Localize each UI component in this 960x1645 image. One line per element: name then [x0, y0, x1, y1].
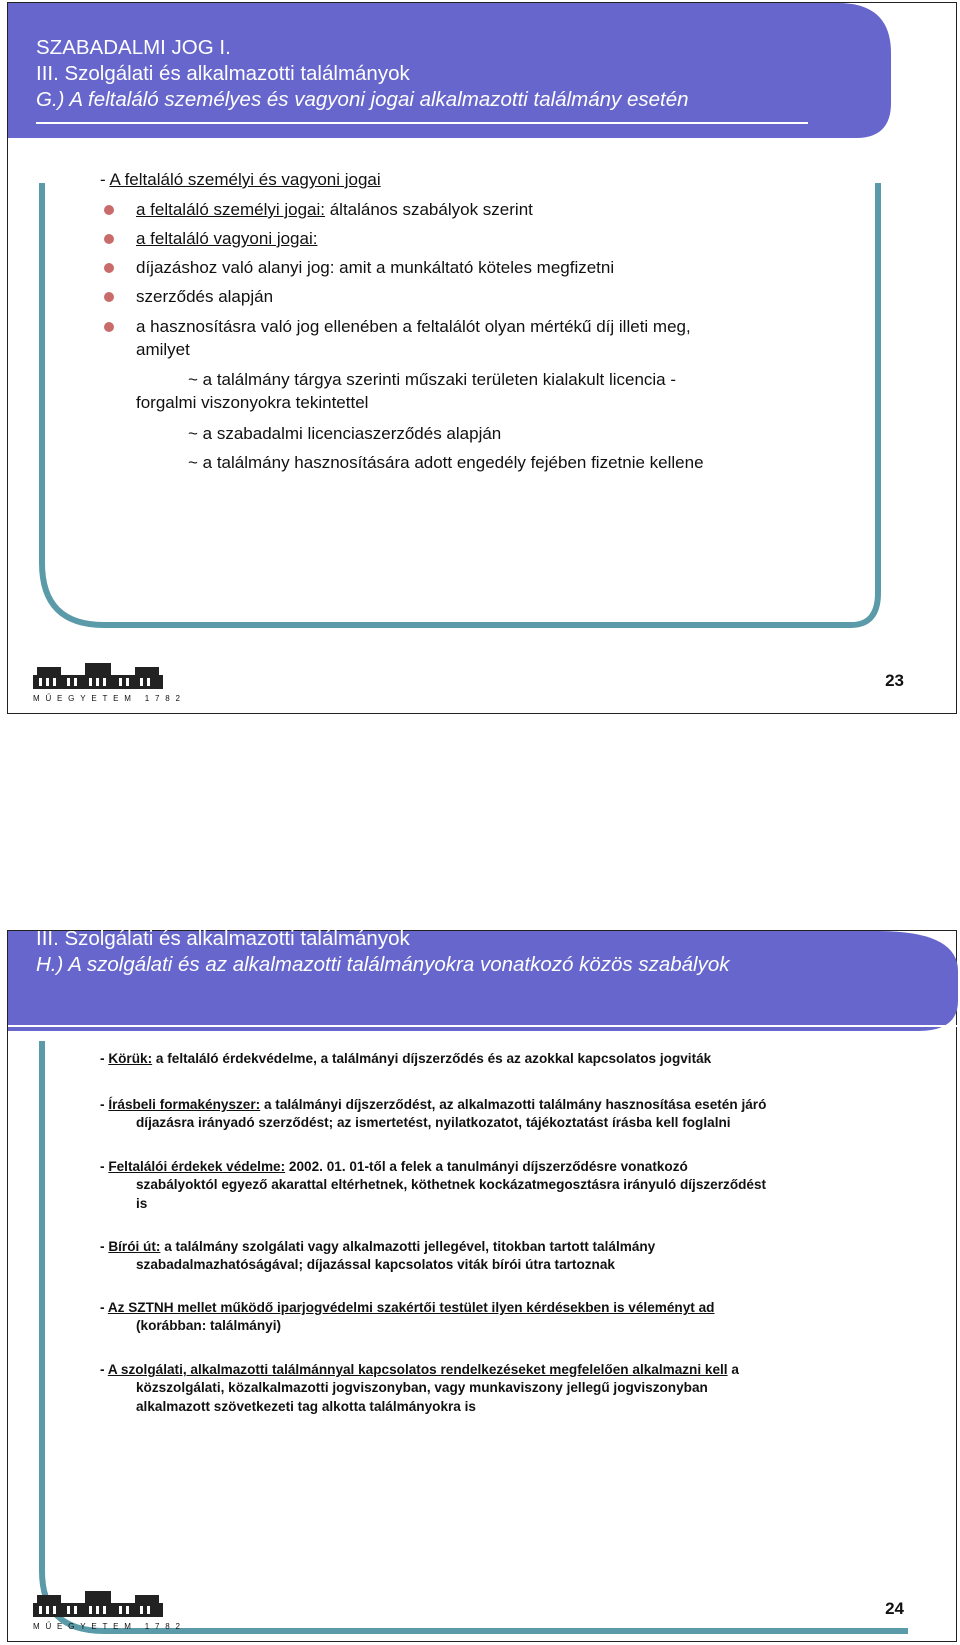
header-section-title: III. Szolgálati és alkalmazotti találmányok: [36, 62, 410, 85]
sub-item-continuation: forgalmi viszonyokra tekintettel: [136, 393, 369, 412]
bullet-text: díjazáshoz való alanyi jog: amit a munkáltató köteles megfizetni: [136, 258, 615, 277]
rule-label: Írásbeli formakényszer:: [108, 1097, 261, 1112]
rule-text: (korábban: találmányi): [136, 1318, 282, 1333]
sub-item: ~ a találmány hasznosítására adott engedély fejében fizetnie kellene: [188, 453, 704, 472]
building-icon: [33, 661, 163, 691]
rule-item: - A szolgálati, alkalmazotti találmánnyal kapcsolatos rendelkezéseket megfelelően alkalmazni kell a: [100, 1362, 739, 1377]
rule-label: Bírói út:: [108, 1239, 161, 1254]
rule-item: - Bírói út: a találmány szolgálati vagy alkalmazotti jellegével, titokban tartott találmány: [100, 1239, 656, 1254]
rule-text: díjazásra irányadó szerződést; az ismertetést, nyilatkozatot, tájékoztatást írásba kell foglalni: [136, 1115, 731, 1130]
header-course-title: SZABADALMI JOG I.: [36, 36, 231, 59]
rule-label: Az SZTNH mellet működő iparjogvédelmi szakértői testület ilyen kérdésekben is véleményt ad: [107, 1300, 715, 1315]
bullet-icon: [104, 263, 114, 273]
bullet-item: [136, 257, 614, 279]
rule-text: szabadalmazhatóságával; díjazással kapcsolatos viták bírói útra tartoznak: [136, 1257, 615, 1272]
bullet-icon: [104, 292, 114, 302]
bullet-item: [136, 199, 533, 221]
rule-text: közszolgálati, közalkalmazotti jogviszonyban, vagy munkaviszony jellegű jogviszonyban: [136, 1380, 708, 1395]
sub-item: ~ a szabadalmi licenciaszerződés alapján: [188, 424, 502, 443]
slide-header: [36, 901, 730, 978]
slide-24: [7, 901, 957, 1642]
university-logo: [33, 661, 186, 703]
logo-text: MŰEGYETEM 1782: [33, 694, 186, 703]
bullet-icon: [104, 205, 114, 215]
rule-text: alkalmazott szövetkezeti tag alkotta találmányokra is: [136, 1399, 476, 1414]
bullet-icon: [104, 234, 114, 244]
slide-23: [7, 2, 957, 714]
rule-text: a találmány szolgálati vagy alkalmazotti jellegével, titokban tartott találmány: [160, 1239, 656, 1254]
university-logo: [33, 1589, 186, 1631]
page-number: 23: [885, 671, 904, 690]
header-section-title: III. Szolgálati és alkalmazotti találmányok: [36, 927, 410, 950]
bullet-text: általános szabályok szerint: [324, 200, 533, 219]
rule-item: - Körük: a feltaláló érdekvédelme, a találmányi díjszerződés és az azokkal kapcsolatos jogviták: [100, 1051, 712, 1066]
bullet-continuation: amilyet: [136, 340, 190, 359]
page-number: 24: [885, 1599, 904, 1618]
rule-text: a: [727, 1362, 739, 1377]
bullet-text: a hasznosításra való jog ellenében a feltalálót olyan mértékű díj illeti meg,: [136, 317, 691, 336]
slide-frame: [8, 931, 958, 1643]
bullet-item: [136, 228, 317, 250]
rule-text: a találmányi díjszerződést, az alkalmazotti találmány hasznosítása esetén járó: [260, 1097, 767, 1112]
rule-item: - Az SZTNH mellet működő iparjogvédelmi szakértői testület ilyen kérdésekben is véleményt ad: [100, 1300, 715, 1315]
slide-header: [36, 35, 689, 113]
bullet-item: [136, 286, 273, 308]
building-icon: [33, 1589, 163, 1619]
rule-text: szabályoktól egyező akarattal eltérhetnek, köthetnek kockázatmegosztásra irányuló díjszerződést: [136, 1177, 767, 1192]
rule-text: a feltaláló érdekvédelme, a találmányi díjszerződés és az azokkal kapcsolatos jogviták: [152, 1051, 712, 1066]
rule-text: is: [136, 1196, 148, 1211]
bullet-text: szerződés alapján: [136, 287, 274, 306]
rule-label: A szolgálati, alkalmazotti találmánnyal kapcsolatos rendelkezéseket megfelelően alkalmazni kell: [107, 1362, 728, 1377]
bullet-icon: [104, 322, 114, 332]
header-subsection-title: G.) A feltaláló személyes és vagyoni jogai alkalmazotti találmány esetén: [36, 88, 689, 111]
sub-item: ~ a találmány tárgya szerinti műszaki területen kialakult licencia -: [188, 370, 677, 389]
bullet-item: [136, 316, 691, 338]
rule-item: - Feltalálói érdekek védelme: 2002. 01. 01-től a felek a tanulmányi díjszerződésre vonatkozó: [100, 1159, 688, 1174]
rule-label: Feltalálói érdekek védelme:: [108, 1159, 286, 1174]
bullet-label: a feltaláló vagyoni jogai:: [136, 229, 318, 248]
header-course-title: SZABADALMI JOG I.: [36, 901, 231, 924]
rule-label: Körük:: [108, 1051, 153, 1066]
intro-text: A feltaláló személyi és vagyoni jogai: [109, 170, 381, 189]
bullet-label: a feltaláló személyi jogai:: [136, 200, 325, 219]
logo-text: MŰEGYETEM 1782: [33, 1622, 186, 1631]
header-subsection-title: H.) A szolgálati és az alkalmazotti találmányokra vonatkozó közös szabályok: [36, 953, 730, 976]
intro-line: - A feltaláló személyi és vagyoni jogai: [100, 170, 381, 189]
rule-item: - Írásbeli formakényszer: a találmányi díjszerződést, az alkalmazotti találmány hasznosítása esetén járó: [100, 1097, 767, 1112]
rule-text: 2002. 01. 01-től a felek a tanulmányi díjszerződésre vonatkozó: [285, 1159, 688, 1174]
